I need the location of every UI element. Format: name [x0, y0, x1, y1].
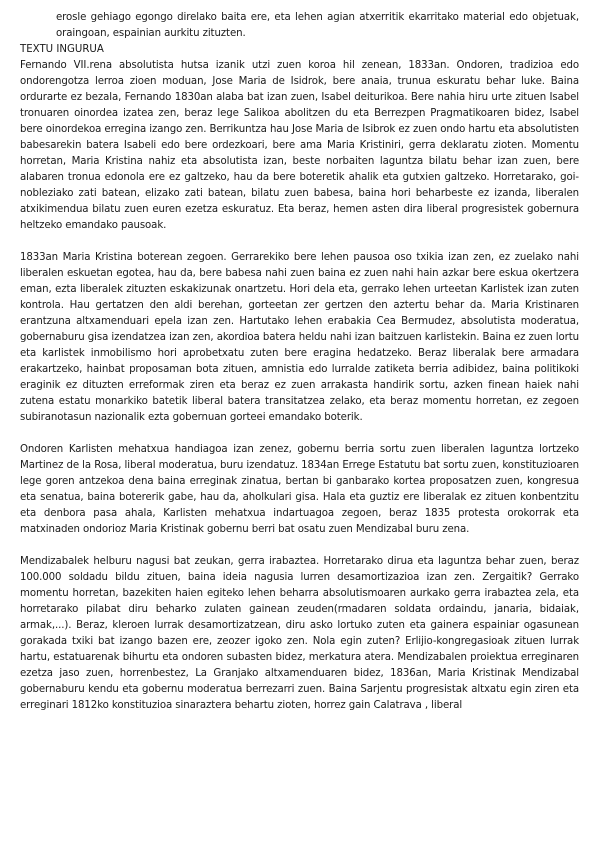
paragraph-3: Ondoren Karlisten mehatxua handiagoa izan zenez, gobernu berria sortu zuen liberalen laguntza lortzeko Martinez de la Rosa, liberal moderatua, buru izendatuz. 1834an Errege Estatutu bat sortu zuen, konstituzioaren lege goren antzekoa dena baina erreginak zinatua, bertan bi ganbarako kortea proposatzen zuen, kongresua eta senatua, baina botererik gabe, hau da, aholkulari gisa. Hala eta guztiz ere liberalak ez zituen konbentzitu eta denbora pasa ahala, Karlisten mehatxua indartuagoa zegoen, beraz 1835 protesta orokorrak eta matxinaden ondorioz Maria Kristinak gobernu berri bat osatu zuen Mendizabal buru zena.	[20, 444, 579, 535]
intro-continuation: erosle gehiago egongo direlako baita ere, eta lehen agian atxerritik ekarritako material edo objetuak, oraingoan, espainian aurkitu zituzten.	[56, 12, 579, 39]
document-page	[20, 10, 579, 714]
paragraph-2: 1833an Maria Kristina boterean zegoen. Gerrarekiko bere lehen pausoa oso txikia izan zen, ez zuelako nahi liberalen eskuetan egotea, hau da, bere babesa nahi zuen baina ez zuen nahi hain azkar bere eskua okertzera eman, ezta liberalek zituzten eskakizunak onartzetu. Hori dela eta, gerrako lehen urteetan Karlistek izan zuten kontrola. Hau gertatzen den aldi berehan, gorteetan zer gertzen den aztertu behar da. Maria Kristinaren erantzuna altxamenduari epela izan zen. Hartutako lehen erabakia Cea Bermudez, absolutista moderatua, gobernaburu gisa izendatzea izan zen, akordioa batera heldu nahi izan baitzuen karlistekin. Baina ez zuen lortu eta karlistek inmobilismo hori aprobetxatu zuten bere eragina hedatzeko. Beraz liberalak bere armadara erakartzeko, hainbat proposaman bota zituen, amnistia edo lurralde zatiketa berria adibidez, baina politikoki eraginik ez dituzten erreformak ziren eta beraz ez zuen arrakasta handirik sortu, azken finean haiek nahi zutena estatu monarkiko batetik liberal batera transitatzea zelako, eta beraz momentu horretan, ez zegoen subiranotasun nazionalik ezta gobernuan gorteei emandako boterik.	[20, 252, 579, 423]
paragraph-spacer	[20, 426, 579, 442]
paragraph-1: Fernando VII.rena absolutista hutsa izanik utzi zuen koroa hil zenean, 1833an. Ondoren, tradizioa edo ondorengotza lerroa zioen moduan, Jose Maria de Isidrok, bere anaia, trunua eskuratu behar luke. Baina ordurarte ez bezala, Fernando 1830an alaba bat izan zuen, Isabel deiturikoa. Bere nahia hiru urte zituen Isabel tronuaren oinordea izatea zen, beraz lege Salikoa abolitzen du eta Berrezpen Pragmatikoaren bidez, Isabel bere oinordekoa erregina izango zen. Berrikuntza hau Jose Maria de Isibrok ez zuen ondo hartu eta absolutisten babesarekin batera Isabeli edo bere ordezkoari, bere ama Maria Kristiniri, gerra deklaratu zioten. Momentu horretan, Maria Kristina nahiz eta absolutista izan, beste norbaiten laguntza bilatu behar izan zuen, bere alabaren tronua edonola ere ez galtzeko, hau da bere boteretik ahalik eta gutxien galtzeko. Horretarako, goi-nobleziako zati batean, elizako zati batean, bilatu zuen babesa, baina hori beharbeste ez izanda, liberalen atxikimendua bilatu zuen euren ezetza eskuratuz. Eta beraz, hemen asten dira liberal progresistek gobernura heltzeko emandako pausoak.	[20, 60, 579, 231]
section-title: TEXTU INGURUA	[20, 44, 104, 55]
paragraph-spacer	[20, 234, 579, 250]
paragraph-4: Mendizabalek helburu nagusi bat zeukan, gerra irabaztea. Horretarako dirua eta laguntza behar zuen, beraz 100.000 soldadu bildu zituen, baina ideia nagusia lurren desamortizazioa izan zen. Zergaitik? Gerrako momentu horretan, bazekiten haien egiteko lehen beharra absolutismoaren aurkako gerra irabaztea zela, eta horretarako pilabat diru beharko zulaten gainean zeuden(rmadaren soldata ordaindu, janaria, bidaiak, armak,...). Beraz, kleroen lurrak desamortizatzean, diru asko lortuko zuten eta gainera espainiar ogasunean gorakada txiki bat izango bazen ere, zeozer igoko zen. Nola egin zuten? Erlijio-kongregasioak zituen lurrak hartu, estatuarenak bihurtu eta ondoren subasten bidez, merkatura atera. Mendizabalen proiektua erreginaren ezetza jaso zuen, horrenbestez, La Granjako altxamenduaren bidez, 1836an, Maria Kristinak Mendizabal gobernaburu kendu eta gobernu moderatua berrezarri zuen. Baina Sarjentu progresistak altxatu egin ziren eta erreginari 1812ko konstituzioa sinaraztera behartu zioten, horrez gain Calatrava , liberal	[20, 556, 579, 711]
paragraph-spacer	[20, 538, 579, 554]
